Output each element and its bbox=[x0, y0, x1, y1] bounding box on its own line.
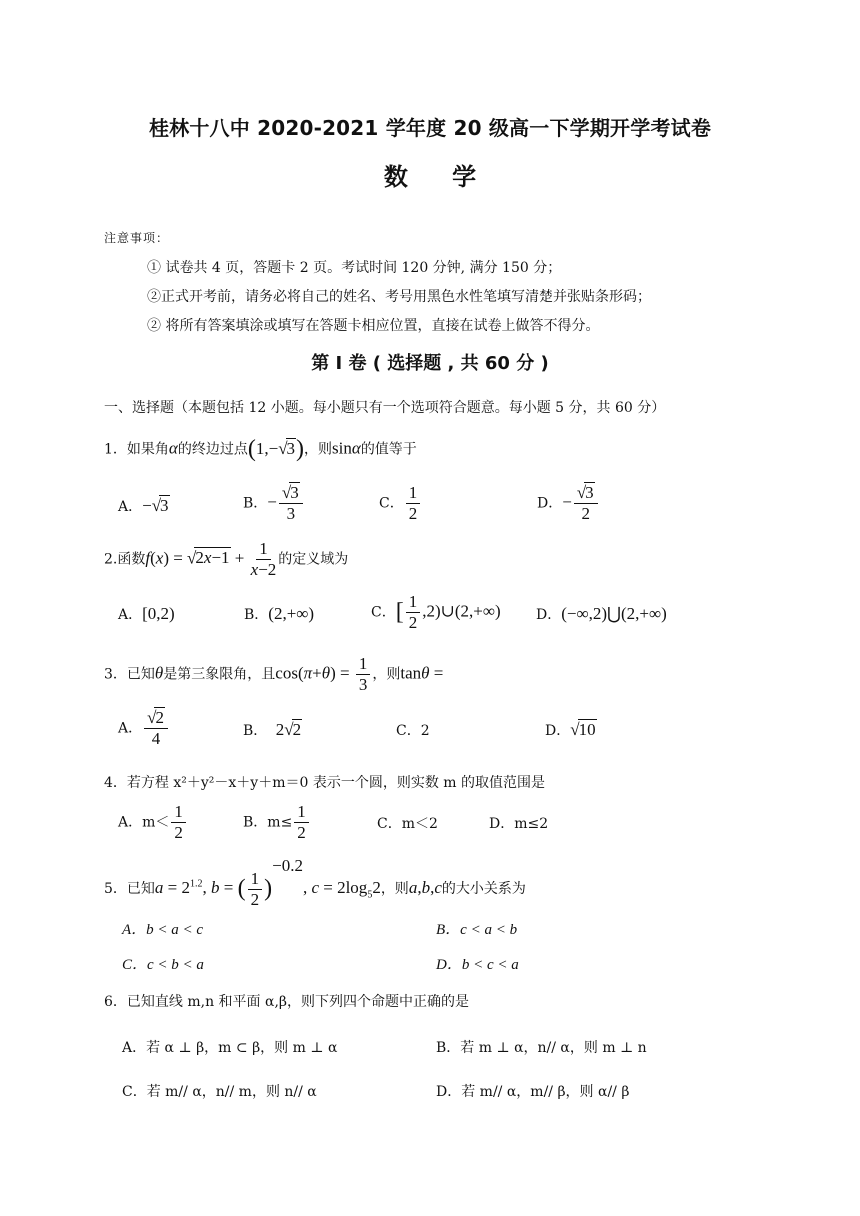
document-title: 桂林十八中 2020-2021 学年度 20 级高一下学期开学考试卷 bbox=[148, 116, 712, 140]
question-3-option-b[interactable]: B． 2√2 bbox=[243, 720, 302, 739]
question-6-stem: 6．已知直线 m,n 和平面 α,β，则下列四个命题中正确的是 bbox=[104, 994, 469, 1010]
section-title: 第 I 卷 ( 选择题 , 共 60 分 ) bbox=[311, 353, 549, 374]
question-1-option-d[interactable]: D．− $\frac{√3}{2}$ bbox=[537, 484, 600, 523]
question-3-option-d[interactable]: D．√10 bbox=[545, 720, 596, 739]
question-6-option-c[interactable]: C．若 m// α，n// m，则 n// α bbox=[122, 1084, 317, 1100]
notice-item-3: ② 将所有答案填涂或填写在答题卡相应位置，直接在试卷上做答不得分。 bbox=[147, 318, 600, 334]
question-1-stem: 1．如果角α的终边过点(1,−√3)，则sinα的值等于 bbox=[104, 436, 417, 462]
notice-item-1: ① 试卷共 4 页，答题卡 2 页。考试时间 120 分钟, 满分 150 分； bbox=[147, 260, 562, 276]
question-2-option-d[interactable]: D．(−∞,2)⋃(2,+∞) bbox=[536, 604, 667, 623]
question-2-option-c[interactable]: C．[ $\frac{1}{2}$ ,2)∪(2,+∞) bbox=[371, 592, 501, 632]
question-4-option-c[interactable]: C．m＜2 bbox=[377, 816, 438, 832]
question-3-stem: 3．已知θ是第三象限角，且cos(π+θ) = $\frac{1}{3}$ ，则tanθ = bbox=[104, 654, 444, 694]
question-5-stem: 5．已知$a = 2^{1.2}$, b = ( $\frac{1}{2}$ )$^{-0.2}$, $c = 2\log_52$，则a,b,c的大小关系为 bbox=[104, 856, 526, 909]
question-5-option-c[interactable]: C．c < b < a bbox=[122, 957, 204, 973]
question-5-option-d[interactable]: D．b < c < a bbox=[436, 957, 519, 973]
question-4-stem: 4．若方程 x²＋y²－x＋y＋m＝0 表示一个圆，则实数 m 的取值范围是 bbox=[104, 775, 545, 791]
question-4-option-b[interactable]: B．m≤ $\frac{1}{2}$ bbox=[243, 803, 311, 842]
question-1-option-c[interactable]: C． $\frac{1}{2}$ bbox=[379, 484, 422, 523]
part-intro: 一、选择题（本题包括 12 小题。每小题只有一个选项符合题意。每小题 5 分，共 60 分） bbox=[104, 400, 666, 416]
question-4-option-a[interactable]: A．m＜ $\frac{1}{2}$ bbox=[118, 803, 188, 842]
notice-item-2: ②正式开考前，请务必将自己的姓名、考号用黑色水性笔填写清楚并张贴条形码； bbox=[147, 289, 651, 305]
subject-title: 数 学 bbox=[383, 163, 495, 191]
question-6-option-a[interactable]: A．若 α ⊥ β，m ⊂ β，则 m ⊥ α bbox=[122, 1040, 338, 1056]
notice-heading: 注意事项： bbox=[104, 231, 170, 245]
question-5-option-a[interactable]: A．b < a < c bbox=[122, 922, 204, 938]
question-2-option-a[interactable]: A．[0,2) bbox=[118, 604, 175, 623]
question-2-option-b[interactable]: B．(2,+∞) bbox=[244, 604, 315, 623]
question-1-option-a[interactable]: A．−√3 bbox=[118, 496, 169, 515]
question-5-option-b[interactable]: B．c < a < b bbox=[436, 922, 518, 938]
question-1-option-b[interactable]: B．− $\frac{√3}{3}$ bbox=[243, 484, 305, 523]
question-3-option-a[interactable]: A． $\frac{√2}{4}$ bbox=[118, 709, 170, 748]
question-2-stem: 2.函数f(x) = √2x−1 + $\frac{1}{x-2}$ 的定义域为 bbox=[104, 539, 349, 579]
question-4-option-d[interactable]: D．m≤2 bbox=[489, 816, 549, 832]
question-6-option-b[interactable]: B．若 m ⊥ α，n// α，则 m ⊥ n bbox=[436, 1040, 647, 1056]
question-6-option-d[interactable]: D．若 m// α，m// β，则 α// β bbox=[436, 1084, 630, 1100]
question-3-option-c[interactable]: C．2 bbox=[396, 723, 430, 739]
